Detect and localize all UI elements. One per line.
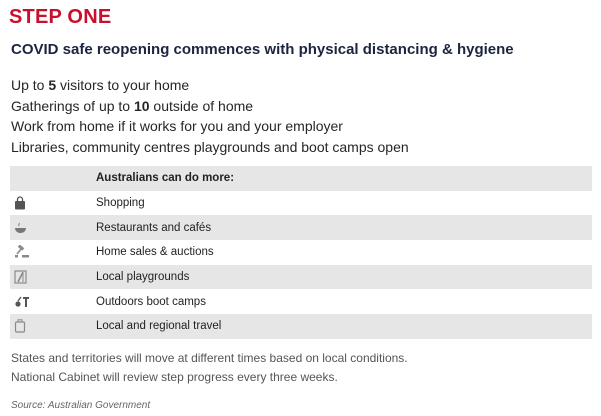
subtitle: COVID safe reopening commences with physical distancing & hygiene bbox=[11, 41, 514, 58]
table-row-label: Local playgrounds bbox=[96, 271, 190, 284]
table-row bbox=[10, 314, 592, 339]
bullet-libraries: Libraries, community centres playgrounds and boot camps open bbox=[11, 138, 409, 155]
table-row-label: Outdoors boot camps bbox=[96, 295, 206, 308]
bullet-gatherings: Gatherings of up to 10 outside of home bbox=[11, 97, 254, 114]
table-header bbox=[10, 166, 592, 191]
bullet-list bbox=[11, 75, 409, 157]
table-row-label: Shopping bbox=[96, 197, 145, 210]
table-row-label: Home sales & auctions bbox=[96, 246, 214, 259]
source-credit: Source: Australian Government bbox=[11, 400, 151, 411]
bullet-work-from-home: Work from home if it works for you and your employer bbox=[11, 118, 343, 134]
table-row bbox=[10, 240, 592, 265]
shopping-bag-icon bbox=[10, 196, 96, 210]
bullet-visitors: Up to 5 visitors to your home bbox=[11, 77, 190, 93]
table-row bbox=[10, 289, 592, 314]
notes bbox=[11, 349, 408, 387]
table-row-label: Local and regional travel bbox=[96, 320, 222, 333]
table-row bbox=[10, 215, 592, 240]
note-review: National Cabinet will review step progress every three weeks. bbox=[11, 370, 338, 384]
auction-gavel-icon bbox=[10, 245, 96, 259]
table-row bbox=[10, 191, 592, 216]
note-states: States and territories will move at different times based on local conditions. bbox=[11, 351, 408, 365]
table-row bbox=[10, 265, 592, 290]
fitness-weights-icon bbox=[10, 295, 96, 309]
table-row-label: Restaurants and cafés bbox=[96, 221, 212, 234]
cafe-cup-icon bbox=[10, 222, 96, 234]
step-title: STEP ONE bbox=[9, 6, 112, 28]
playground-slide-icon bbox=[10, 270, 96, 284]
activities-table bbox=[10, 166, 592, 339]
table-header-label: Australians can do more: bbox=[96, 172, 235, 185]
luggage-icon bbox=[10, 319, 96, 333]
